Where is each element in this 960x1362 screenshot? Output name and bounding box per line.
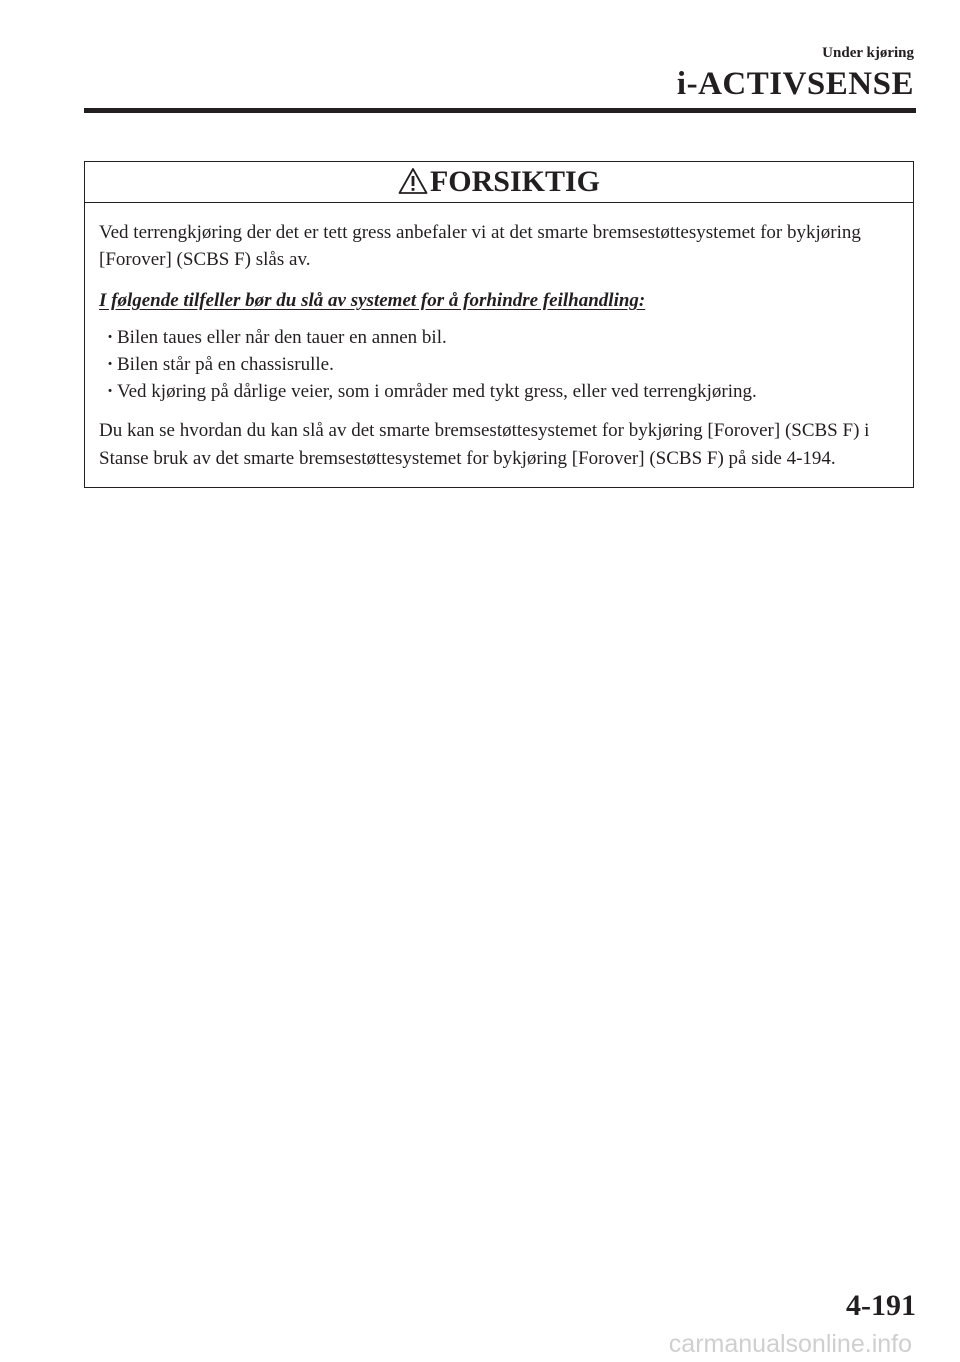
page-number: 4-191 <box>846 1289 916 1322</box>
page-header <box>677 44 914 102</box>
watermark: carmanualsonline.info <box>668 1330 912 1358</box>
list-item: · Ved kjøring på dårlige veier, som i områder med tykt gress, eller ved terrengkjøring. <box>103 378 899 405</box>
list-item: · Bilen taues eller når den tauer en annen bil. <box>103 324 899 351</box>
bullet-dot-icon: · <box>106 381 114 402</box>
caution-subheading: I følgende tilfeller bør du slå av systemet for å forhindre feilhandling: <box>99 290 646 311</box>
list-item: · Bilen står på en chassisrulle. <box>103 351 899 378</box>
chapter-title: i-ACTIVSENSE <box>676 66 914 102</box>
caution-paragraph-reference: Du kan se hvordan du kan slå av det smarte bremsestøttesystemet for bykjøring [Forover] (SCBS F) i Stanse bruk av det smarte bremsestøttesystemet for bykjøring [Forover] (SCBS F) på side 4-194. <box>99 420 870 469</box>
caution-header <box>85 162 913 203</box>
caution-bullet-list <box>99 324 899 405</box>
caution-body <box>85 203 913 487</box>
bullet-dot-icon: · <box>106 327 114 348</box>
caution-title: FORSIKTIG <box>429 165 601 198</box>
bullet-dot-icon: · <box>106 354 114 375</box>
header-divider <box>84 108 916 113</box>
section-title: Under kjøring <box>822 45 914 61</box>
caution-paragraph-terrain: Ved terrengkjøring der det er tett gress anbefaler vi at det smarte bremsestøttesystemet for bykjøring [Forover] (SCBS F) slås av. <box>99 222 861 270</box>
warning-triangle-icon <box>398 167 428 195</box>
caution-box <box>84 161 914 488</box>
